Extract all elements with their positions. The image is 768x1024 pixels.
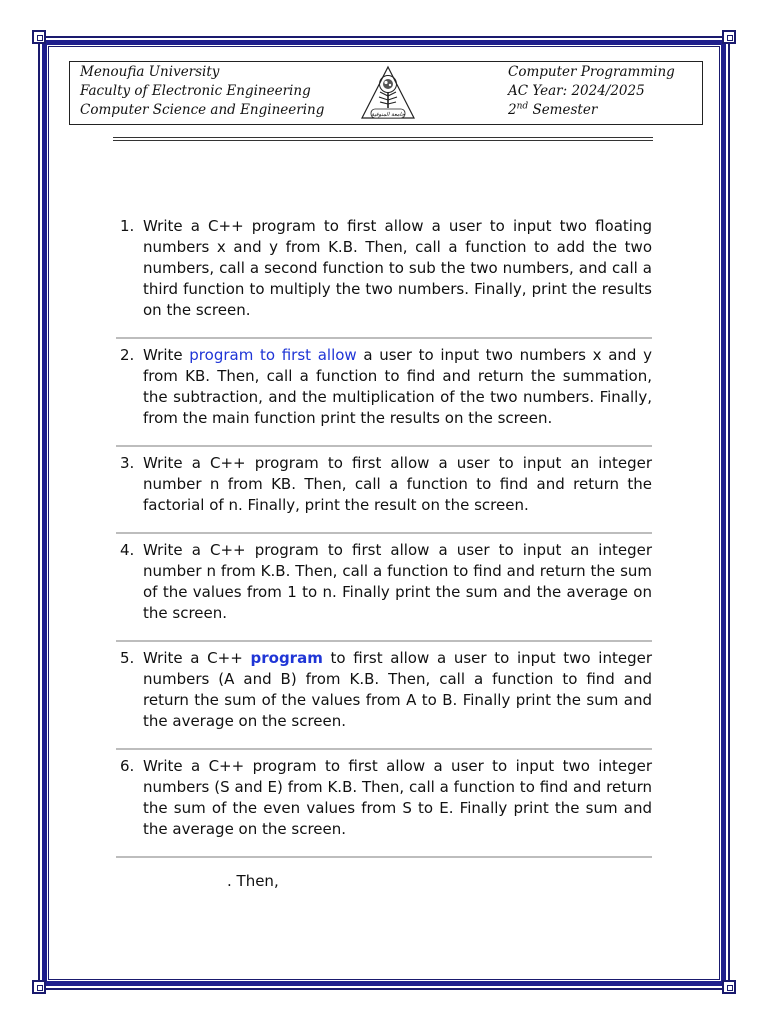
faculty-name: Faculty of Electronic Engineering — [80, 83, 311, 99]
university-name: Menoufia University — [80, 64, 220, 80]
highlighted-text: program — [250, 649, 323, 667]
question-number: 4. — [120, 541, 135, 559]
question-text-pre: Write — [143, 346, 190, 364]
question-text: Write a C++ program to first allow a user to input an integer number n from KB. Then, call a function to find and return the factorial of n. Finally, print the result on the screen. — [143, 454, 652, 514]
logo-text: جامعة المنوفية — [371, 112, 405, 118]
semester-number: 2 — [508, 102, 517, 118]
document-header — [69, 61, 703, 125]
question-text-post: to first allow a user to input two integer numbers (A and B) from K.B. Then, call a function to find and return the sum of the values from A to B. Finally print the sum and the average on the screen. — [143, 649, 652, 730]
question-number: 6. — [120, 757, 135, 775]
course-name: Computer Programming — [508, 64, 675, 80]
question-4 — [116, 540, 652, 624]
university-logo — [358, 64, 418, 122]
question-text: Write a C++ program to first allow a user to input two floating numbers x and y from K.B. Then, call a function to add the two numbers, call a second function to sub the two numbers, and call a third function to multiply the two numbers. Finally, print the results on the screen. — [143, 217, 652, 319]
corner-ornament-top-left — [32, 30, 46, 44]
highlighted-text: program to first allow — [189, 346, 357, 364]
question-2 — [116, 345, 652, 429]
semester-ordinal: nd — [516, 101, 529, 112]
semester-word: Semester — [528, 102, 598, 118]
question-list — [116, 216, 652, 858]
semester — [508, 101, 675, 120]
course-block — [508, 63, 675, 120]
academic-year: AC Year: 2024/2025 — [508, 83, 645, 99]
question-1 — [116, 216, 652, 321]
question-text-pre: Write a C++ — [143, 649, 251, 667]
corner-ornament-bottom-right — [722, 980, 736, 994]
question-number: 1. — [120, 217, 135, 235]
question-6 — [116, 756, 652, 840]
question-number: 3. — [120, 454, 135, 472]
question-number: 2. — [120, 346, 135, 364]
department-name: Computer Science and Engineering — [80, 102, 325, 118]
question-text-post: a user to input two numbers x and y from KB. Then, call a function to find and return the summation, the subtraction, and the multiplication of the two numbers. Finally, from the main function print the results on the screen. — [143, 346, 652, 427]
question-text: Write a C++ program to first allow a user to input an integer number n from K.B. Then, call a function to find and return the sum of the values from 1 to n. Finally print the sum and the average on the screen. — [143, 541, 652, 622]
question-text: Write a C++ program to first allow a user to input two integer numbers (S and E) from K.B. Then, call a function to find and return the sum of the even values from S to E. Finally print the sum and the average on the screen. — [143, 757, 652, 838]
corner-ornament-bottom-left — [32, 980, 46, 994]
question-5 — [116, 648, 652, 732]
question-3 — [116, 453, 652, 516]
question-number: 5. — [120, 649, 135, 667]
corner-ornament-top-right — [722, 30, 736, 44]
institution-block — [80, 63, 324, 120]
header-divider — [113, 137, 653, 141]
trailing-text: . Then, — [227, 872, 279, 890]
question-separator — [116, 856, 652, 858]
